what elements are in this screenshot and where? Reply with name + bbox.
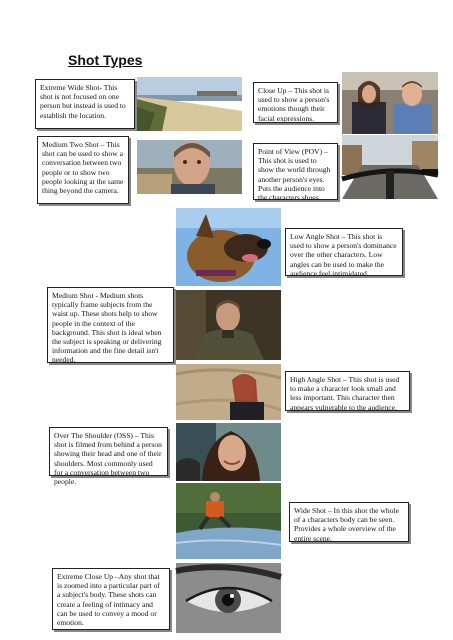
extreme-close-up-caption: Extreme Close Up –Any shot that is zoomed into a particular part of a subject's body. These shots can create a feeling of intimacy and can be used to convey a mood or emotion.: [52, 568, 170, 630]
soldier-photo: [176, 290, 281, 360]
page-title: Shot Types: [68, 52, 143, 68]
pov-shot-caption: Point of View (POV) – This shot is used to show the world through another person's eyes. Puts the audience into the characters shoes.: [253, 143, 338, 200]
close-up-caption: Close Up – This shot is used to show a person's emotions though their facial expressions.: [253, 82, 338, 123]
beach-pier-photo: [137, 77, 242, 131]
woman-sand-photo: [176, 364, 281, 420]
low-angle-shot-caption: Low Angle Shot – This shot is used to show a person's dominance over the other characters. Low angles can be used to make the audience feel intimidated.: [285, 228, 403, 276]
bike-handlebar-photo: [342, 135, 438, 199]
jumping-person-photo: [176, 483, 281, 559]
couple-photo: [342, 72, 438, 134]
extreme-wide-shot-caption: Extreme Wide Shot- This shot is not focused on one person but instead is used to establish the location.: [35, 79, 135, 129]
man-face-photo: [137, 140, 242, 194]
medium-shot-caption: Medium Shot - Medium shots typically frame subjects from the waist up. These shots help to show people in the context of the background. This shot is ideal when the subject is speaking or delivering information and the fine detail isn't needed.: [47, 287, 174, 363]
medium-two-shot-caption: Medium Two Shot – This shot can be used to show a conversation between two people or to show two people looking at the same thing beyond the camera.: [37, 136, 129, 204]
high-angle-shot-caption: High Angle Shot – This shot is used to make a character look small and less important. This character then appears vulnerable to the audience.: [285, 371, 410, 411]
wide-shot-caption: Wide Shot – In this shot the whole of a characters body can be seen. Provides a whole overview of the entire scene.: [289, 502, 409, 542]
over-the-shoulder-caption: Over The Shoulder (OSS) – This shot is filmed from behind a person showing their head and one of their shoulders. Most commonly used for a conversation between two people.: [49, 427, 168, 476]
woman-smile-photo: [176, 423, 281, 481]
eye-photo: [176, 563, 281, 633]
dog-photo: [176, 208, 281, 286]
